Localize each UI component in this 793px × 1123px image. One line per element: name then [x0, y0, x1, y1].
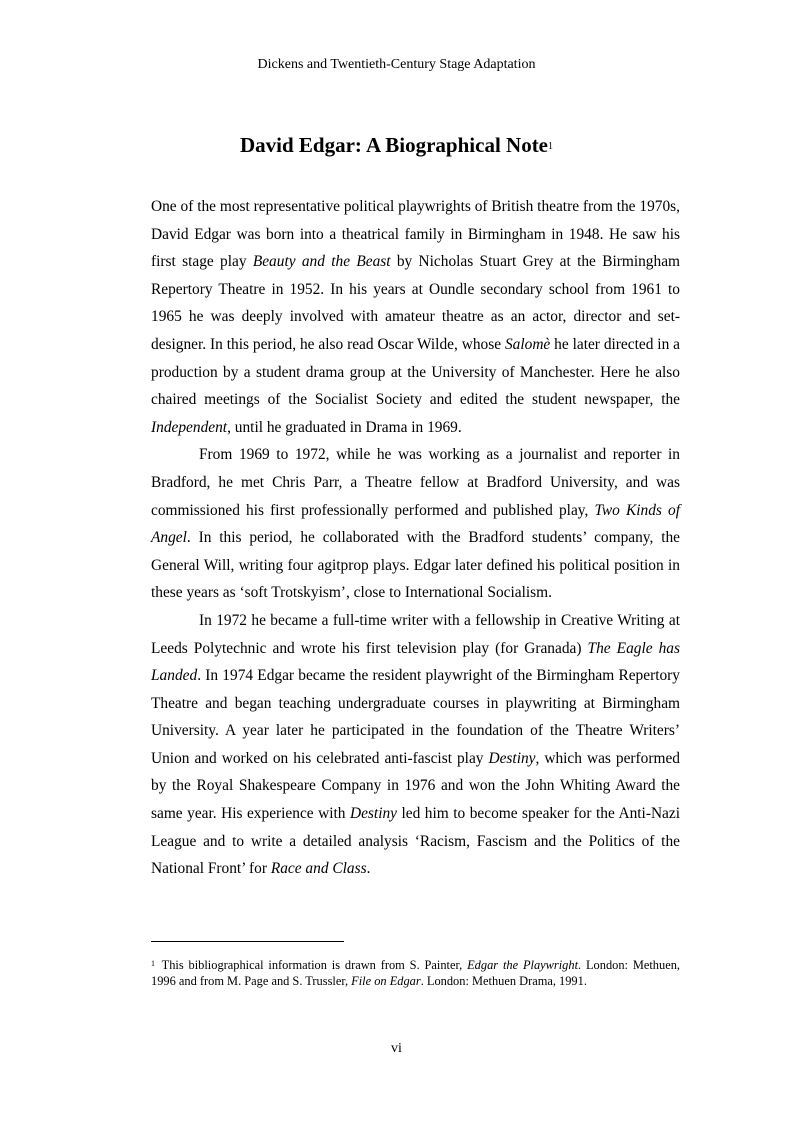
paragraph-text: , which was performed by the Royal Shakespeare Company in 1976 and won the John Whiting Award the same year. His experience with	[151, 749, 680, 823]
paragraph-text: , until he graduated in Drama in 1969.	[227, 418, 462, 436]
play-title-destiny: Destiny	[488, 749, 536, 767]
page-number: vi	[391, 1041, 402, 1056]
play-title-salome: Salomè	[504, 335, 551, 353]
play-title-destiny: Destiny	[349, 805, 397, 823]
book-title-edgar-the-playwright: Edgar the Playwright	[467, 958, 579, 972]
book-title-file-on-edgar: File on Edgar	[351, 974, 421, 988]
play-title-two-kinds-of-angel: Two Kinds of Angel	[151, 501, 680, 547]
play-title-beauty-and-the-beast: Beauty and the Beast	[252, 253, 391, 271]
page-title	[0, 131, 793, 159]
paragraph-text: In 1972 he became a full-time writer with a fellowship in Creative Writing at Leeds Polytechnic and wrote his first television play (for Granada)	[151, 611, 680, 657]
paragraph-text: by Nicholas Stuart Grey at the Birmingham Repertory Theatre in 1952. In his years at Oundle secondary school from 1961 to 1965 he was deeply involved with amateur theatre as an actor, director and set-designer. In this period, he also read Oscar Wilde, whose	[151, 253, 680, 353]
footnote-marker: 1	[151, 959, 155, 968]
paragraph-1	[151, 193, 680, 441]
body-text	[151, 193, 680, 883]
title-text: David Edgar: A Biographical Note	[239, 133, 549, 157]
paragraph-text: . In 1974 Edgar became the resident playwright of the Birmingham Repertory Theatre and began teaching undergraduate courses in playwriting at Birmingham University. A year later he participated in the foundation of the Theatre Writers’ Union and worked on his celebrated anti-fascist play	[151, 667, 680, 767]
running-head: Dickens and Twentieth-Century Stage Adaptation	[257, 57, 536, 72]
paragraph-text: One of the most representative political playwrights of British theatre from the 1970s, David Edgar was born into a theatrical family in Birmingham in 1948. He saw his first stage play	[151, 198, 680, 271]
newspaper-title-independent: Independent	[151, 418, 228, 436]
play-title-the-eagle-has-landed: The Eagle has Landed	[151, 639, 680, 685]
footnote	[151, 957, 680, 989]
paragraph-2	[151, 441, 680, 607]
footnote-text: . London: Methuen Drama, 1991.	[420, 974, 587, 988]
journal-title-race-and-class: Race and Class	[270, 860, 367, 878]
paragraph-text: he later directed in a production by a student drama group at the University of Manchester. Here he also chaired meetings of the Socialist Society and edited the student newspaper, the	[151, 335, 680, 409]
paragraph-text: . In this period, he collaborated with the Bradford students’ company, the General Will, writing four agitprop plays. Edgar later defined his political position in these years as ‘soft Trotskyism’, close to International Socialism.	[151, 529, 680, 602]
footnote-text: This bibliographical information is drawn from S. Painter,	[161, 958, 468, 972]
paragraph-text: led him to become speaker for the Anti-Nazi League and to write a detailed analysis ‘Racism, Fascism and the Politics of the National Front’ for	[151, 805, 680, 878]
paragraph-text: From 1969 to 1972, while he was working as a journalist and reporter in Bradford, he met Chris Parr, a Theatre fellow at Bradford University, and was commissioned his first professionally performed and published play,	[151, 446, 680, 519]
footnote-text: . London: Methuen, 1996 and from M. Page and S. Trussler,	[151, 958, 680, 988]
paragraph-text: .	[366, 860, 371, 878]
title-footnote-marker: 1	[548, 141, 554, 152]
paragraph-3	[151, 607, 680, 883]
footnote-divider	[151, 941, 344, 942]
